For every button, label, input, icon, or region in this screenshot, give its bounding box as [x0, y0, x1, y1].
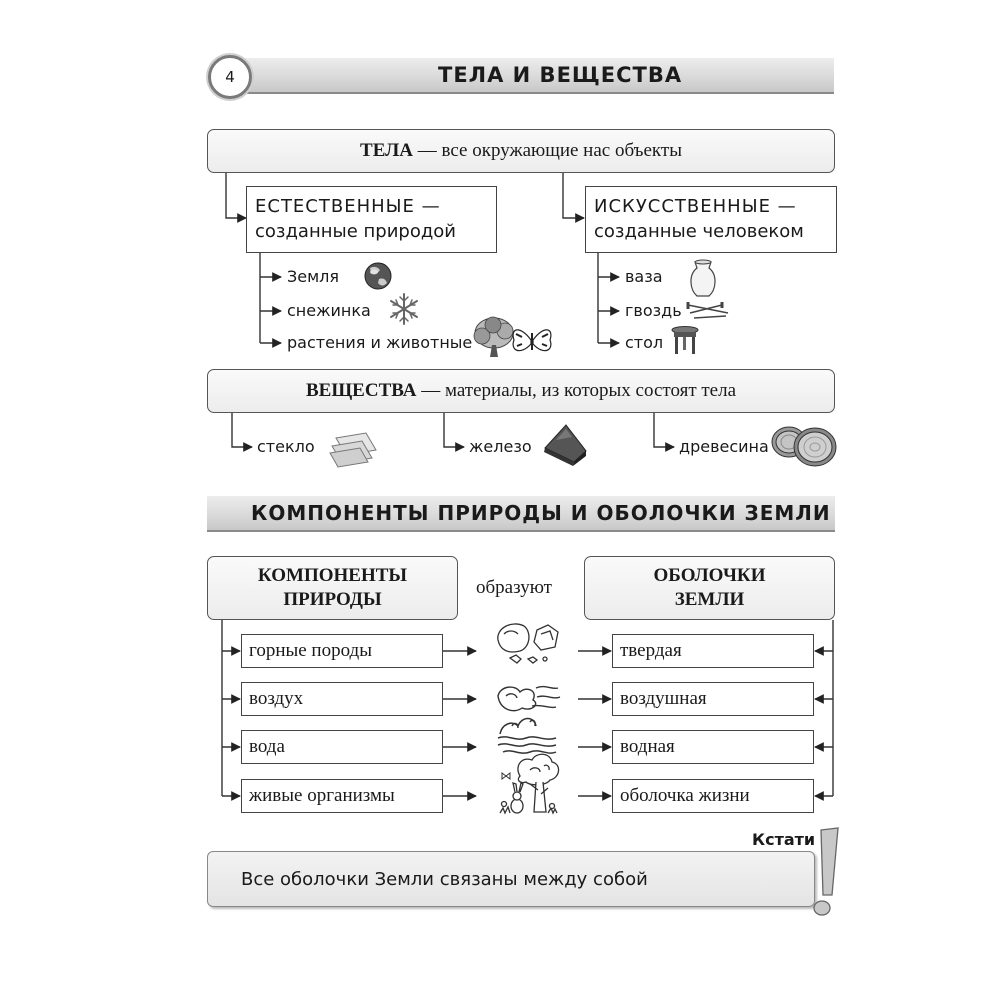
shell-air: воздушная — [620, 688, 707, 709]
components-header-line2: ПРИРОДЫ — [283, 589, 382, 610]
connector-word-form: образуют — [476, 577, 552, 598]
artificial-bodies-subtitle: созданные человеком — [594, 221, 804, 242]
artificial-item-table: стол — [625, 333, 664, 352]
substance-item-iron: железо — [469, 437, 532, 456]
components-header-line1: КОМПОНЕНТЫ — [257, 565, 408, 586]
natural-bodies-subtitle: созданные природой — [255, 221, 456, 242]
bodies-definition-text: — все окружающие нас объекты — [413, 140, 682, 161]
section-title-bodies-substances: ТЕЛА И ВЕЩЕСТВА — [438, 63, 683, 87]
bodies-term: ТЕЛА — [360, 140, 413, 161]
component-water: вода — [249, 736, 285, 757]
shell-life: оболочка жизни — [620, 785, 750, 806]
component-rocks: горные породы — [249, 640, 372, 661]
note-text: Все оболочки Земли связаны между собой — [241, 869, 648, 890]
substances-definition-text: — материалы, из которых состоят тела — [416, 380, 737, 401]
artificial-bodies-title: ИСКУССТВЕННЫЕ — — [594, 196, 797, 217]
artificial-item-nail: гвоздь — [625, 301, 682, 320]
component-air: воздух — [249, 688, 304, 709]
shells-header-line2: ЗЕМЛИ — [674, 589, 745, 610]
shells-header-line1: ОБОЛОЧКИ — [653, 565, 766, 586]
component-organisms: живые организмы — [249, 785, 395, 806]
natural-item-earth: Земля — [287, 267, 340, 286]
artificial-item-vase: ваза — [625, 267, 663, 286]
substance-item-wood: древесина — [679, 437, 769, 456]
natural-item-plants-animals: растения и животные — [287, 333, 473, 352]
page-number: 4 — [208, 55, 252, 99]
shell-water: водная — [620, 736, 675, 757]
substance-item-glass: стекло — [257, 437, 315, 456]
shell-solid: твердая — [620, 640, 682, 661]
note-label: Кстати — [752, 830, 816, 849]
section-title-components-shells: КОМПОНЕНТЫ ПРИРОДЫ И ОБОЛОЧКИ ЗЕМЛИ — [251, 501, 831, 525]
substances-term: ВЕЩЕСТВА — [305, 380, 417, 401]
natural-item-snowflake: снежинка — [287, 301, 371, 320]
natural-bodies-title: ЕСТЕСТВЕННЫЕ — — [255, 196, 441, 217]
